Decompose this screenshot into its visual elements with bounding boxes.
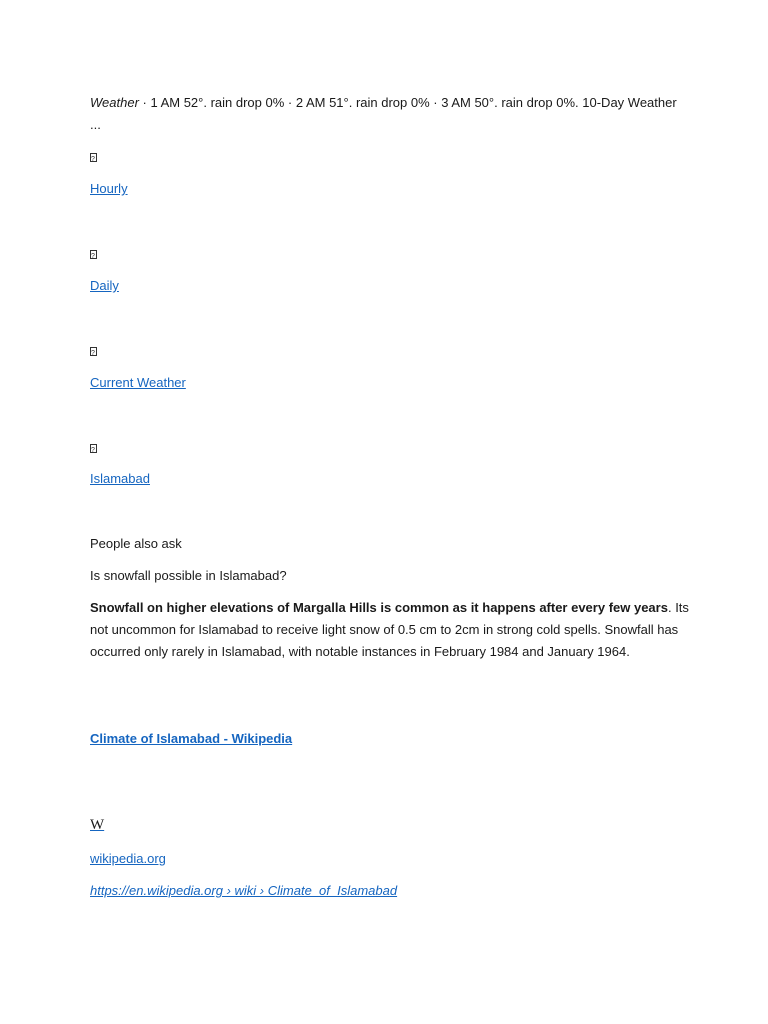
current-weather-icon xyxy=(90,340,690,362)
islamabad-icon xyxy=(90,437,690,459)
daily-icon xyxy=(90,243,690,265)
source-title-link[interactable]: Climate of Islamabad - Wikipedia xyxy=(90,731,293,746)
islamabad-link[interactable]: Islamabad xyxy=(90,471,150,486)
broken-image-icon xyxy=(90,347,97,356)
hourly-icon xyxy=(90,146,690,168)
wikipedia-logo-icon[interactable]: W xyxy=(90,817,105,833)
paa-question: Is snowfall possible in Islamabad? xyxy=(90,568,287,583)
broken-image-icon xyxy=(90,444,97,453)
paa-answer-highlight: Snowfall on higher elevations of Margalla Hills is common as it happens after every few years xyxy=(90,600,668,615)
hourly-link[interactable]: Hourly xyxy=(90,181,128,196)
people-also-ask-heading: People also ask xyxy=(90,536,182,551)
paa-answer xyxy=(90,597,690,663)
broken-image-icon xyxy=(90,153,97,162)
daily-link[interactable]: Daily xyxy=(90,278,119,293)
weather-label: Weather xyxy=(90,95,139,110)
source-url-link[interactable]: https://en.wikipedia.org › wiki › Climate_of_Islamabad xyxy=(90,883,398,898)
broken-image-icon xyxy=(90,250,97,259)
paa-answer-text: . Its not uncommon for Islamabad to receive light snow of 0.5 cm to 2cm in strong cold spells. Snowfall has occurred only rarely in Islamabad, with notable instances in February 1984 and January 1964. xyxy=(90,600,689,659)
source-domain-link[interactable]: wikipedia.org xyxy=(90,851,166,866)
weather-snippet xyxy=(90,92,690,136)
weather-forecast-text: · 1 AM 52°. rain drop 0% · 2 AM 51°. rain drop 0% · 3 AM 50°. rain drop 0%. 10-Day Weather ... xyxy=(90,95,677,132)
current-weather-link[interactable]: Current Weather xyxy=(90,375,186,390)
